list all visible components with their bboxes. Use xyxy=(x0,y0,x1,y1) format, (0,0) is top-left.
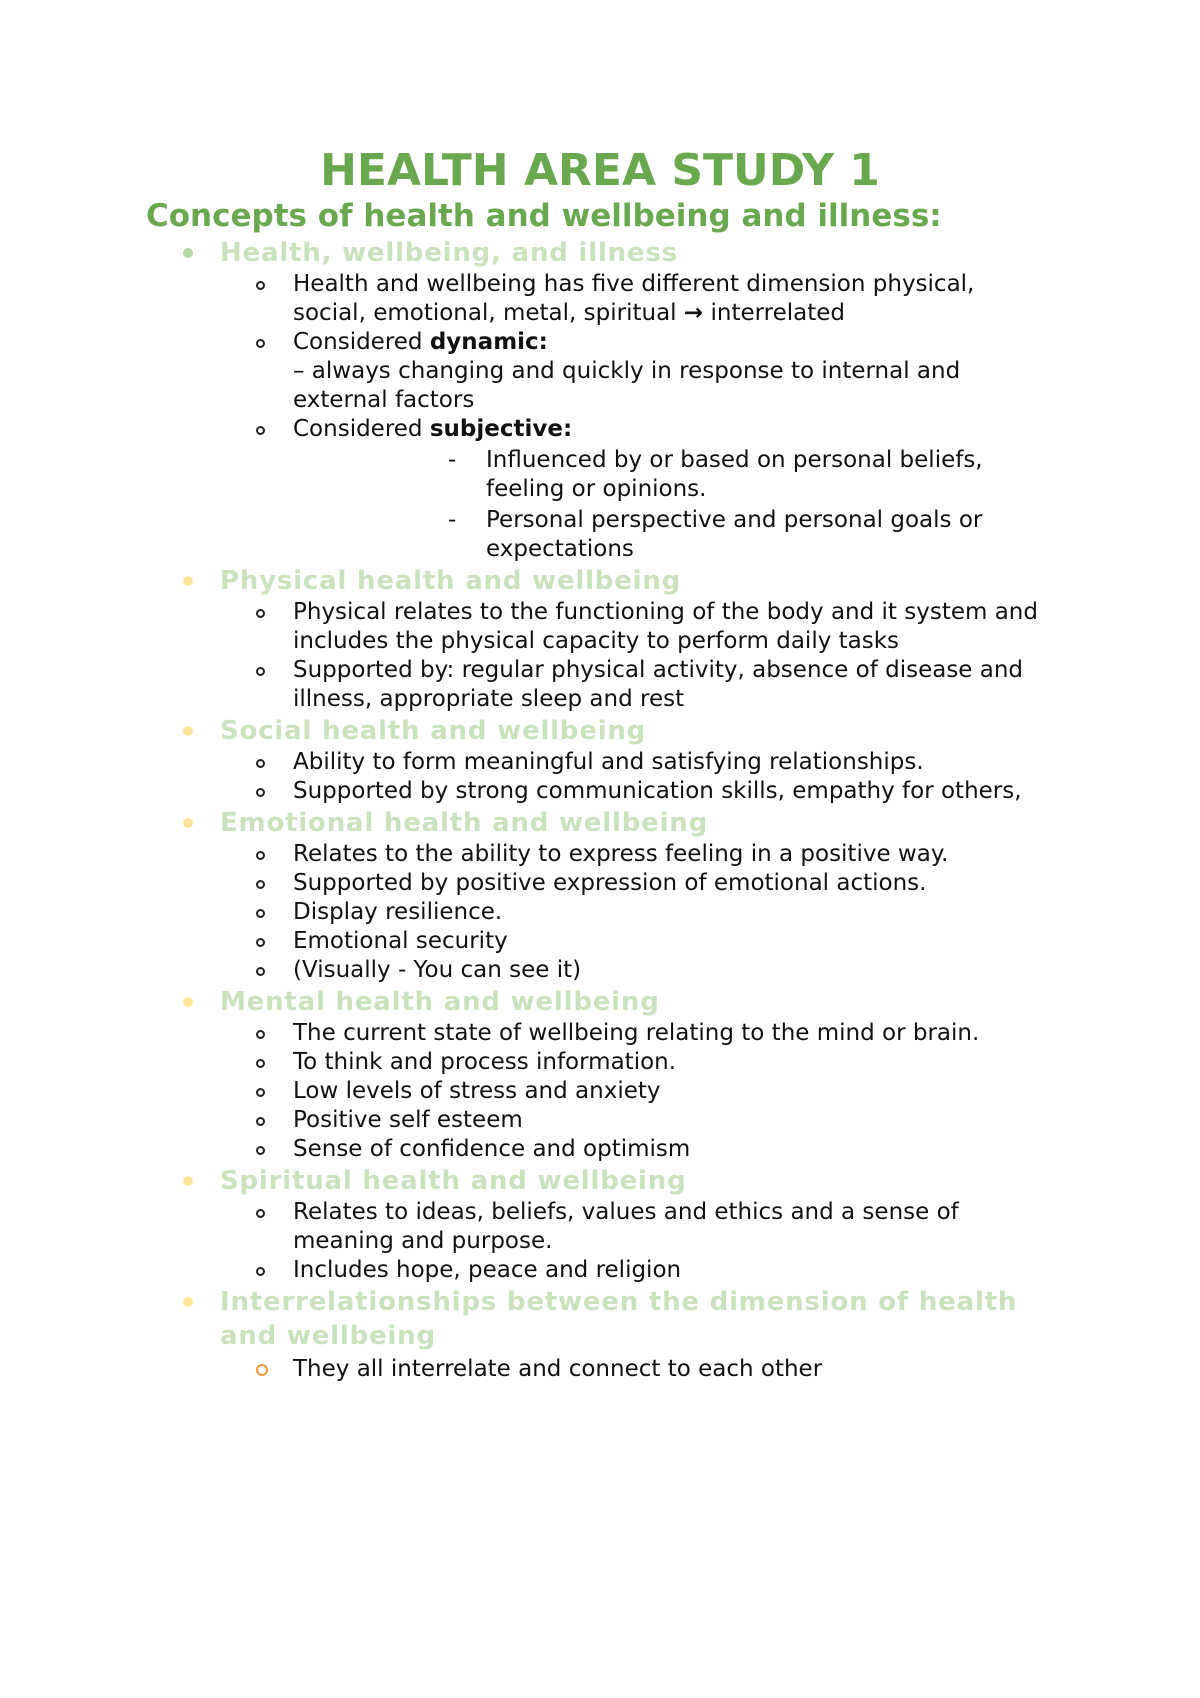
item-text: Positive self esteem xyxy=(293,1107,523,1133)
list-item xyxy=(0,656,1053,714)
circle-bullet-icon xyxy=(256,1146,265,1155)
circle-bullet-icon xyxy=(256,938,265,947)
item-text: Sense of confidence and optimism xyxy=(293,1136,691,1162)
circle-bullet-icon xyxy=(256,1059,265,1068)
document-body xyxy=(0,236,1200,1384)
item-bold-term: subjective: xyxy=(429,416,573,442)
section-heading: Mental health and wellbeing xyxy=(220,987,660,1017)
page-title: HEALTH AREA STUDY 1 xyxy=(320,145,880,196)
list-item xyxy=(0,1355,1053,1384)
item-text: Supported by strong communication skills, empathy for others, xyxy=(293,778,1022,804)
item-text: Considered xyxy=(293,329,430,355)
item-text: Relates to the ability to express feeling in a positive way. xyxy=(293,841,949,867)
yellow-bullet-icon xyxy=(183,576,193,586)
sub-item-text: Influenced by or based on personal beliefs, feeling or opinions. xyxy=(486,447,983,502)
item-text: Relates to ideas, beliefs, values and ethics and a sense of meaning and purpose. xyxy=(293,1199,959,1254)
section-heading: Emotional health and wellbeing xyxy=(220,808,709,838)
section-heading: Health, wellbeing, and illness xyxy=(220,238,678,268)
orange-circle-bullet-icon xyxy=(256,1364,268,1376)
circle-bullet-icon xyxy=(256,1267,265,1276)
circle-bullet-icon xyxy=(256,426,265,435)
circle-bullet-icon xyxy=(256,1209,265,1218)
section-mental xyxy=(0,985,1200,1164)
item-text: Low levels of stress and anxiety xyxy=(293,1078,661,1104)
circle-bullet-icon xyxy=(256,281,265,290)
section-emotional xyxy=(0,806,1200,985)
list-item xyxy=(0,898,1053,927)
section-heading: Physical health and wellbeing xyxy=(220,566,682,596)
list-item xyxy=(0,1019,1053,1048)
item-text: Physical relates to the functioning of the body and it system and includes the physical capacity to perform daily tasks xyxy=(293,599,1038,654)
document-subtitle: Concepts of health and wellbeing and illness: xyxy=(146,198,942,234)
circle-bullet-icon xyxy=(256,609,265,618)
item-bold-term: dynamic: xyxy=(429,329,548,355)
green-bullet-icon xyxy=(183,248,193,258)
arrow-icon: → xyxy=(683,300,704,326)
item-text: Health and wellbeing has five different dimension physical, social, emotional, metal, spiritual xyxy=(293,271,975,326)
yellow-bullet-icon xyxy=(183,997,193,1007)
list-item xyxy=(0,1077,1053,1106)
section-spiritual xyxy=(0,1164,1200,1285)
item-text: Includes hope, peace and religion xyxy=(293,1257,682,1283)
list-item xyxy=(0,869,1053,898)
section-heading-wrapper xyxy=(0,806,1060,840)
list-item xyxy=(0,777,1053,806)
circle-bullet-icon xyxy=(256,1030,265,1039)
section-heading-wrapper xyxy=(0,564,1060,598)
circle-bullet-icon xyxy=(256,759,265,768)
yellow-bullet-icon xyxy=(183,1176,193,1186)
circle-bullet-icon xyxy=(256,788,265,797)
section-heading-wrapper xyxy=(0,714,1060,748)
list-item xyxy=(0,598,1053,656)
item-text: (Visually - You can see it) xyxy=(293,957,582,983)
list-item xyxy=(0,328,1053,415)
section-heading-wrapper xyxy=(0,985,1060,1019)
item-text: The current state of wellbeing relating to the mind or brain. xyxy=(293,1020,980,1046)
section-heading-wrapper xyxy=(0,1164,1060,1198)
item-text-end: interrelated xyxy=(710,300,846,326)
list-item xyxy=(0,748,1053,777)
list-item xyxy=(0,1135,1053,1164)
section-heading-wrapper xyxy=(0,236,1060,270)
circle-bullet-icon xyxy=(256,851,265,860)
section-physical xyxy=(0,564,1200,714)
yellow-bullet-icon xyxy=(183,726,193,736)
circle-bullet-icon xyxy=(256,967,265,976)
circle-bullet-icon xyxy=(256,667,265,676)
dash-bullet-icon: - xyxy=(448,507,457,533)
list-item xyxy=(0,1198,1053,1256)
item-text: Supported by: regular physical activity, absence of disease and illness, appropriate sleep and rest xyxy=(293,657,1024,712)
circle-bullet-icon xyxy=(256,1088,265,1097)
item-detail: – always changing and quickly in response to internal and external factors xyxy=(293,358,961,413)
section-heading: Interrelationships between the dimension of health and wellbeing xyxy=(220,1287,1018,1351)
section-heading: Spiritual health and wellbeing xyxy=(220,1166,687,1196)
section-interrelationships xyxy=(0,1285,1200,1384)
yellow-bullet-icon xyxy=(183,1297,193,1307)
sub-item-text: Personal perspective and personal goals or expectations xyxy=(486,507,983,562)
list-item xyxy=(0,956,1053,985)
item-text: Considered xyxy=(293,416,430,442)
list-item xyxy=(0,415,1053,444)
yellow-bullet-icon xyxy=(183,818,193,828)
item-text: Ability to form meaningful and satisfying relationships. xyxy=(293,749,924,775)
circle-bullet-icon xyxy=(256,339,265,348)
circle-bullet-icon xyxy=(256,880,265,889)
circle-bullet-icon xyxy=(256,909,265,918)
section-social xyxy=(0,714,1200,806)
dash-bullet-icon: - xyxy=(448,447,457,473)
sub-list-item xyxy=(0,506,1046,564)
item-text: Display resilience. xyxy=(293,899,503,925)
list-item xyxy=(0,927,1053,956)
section-heading-wrapper xyxy=(0,1285,1060,1353)
sub-list-item xyxy=(0,446,1046,504)
item-text: Supported by positive expression of emotional actions. xyxy=(293,870,927,896)
list-item xyxy=(0,1106,1053,1135)
list-item xyxy=(0,1256,1053,1285)
section-health-wellbeing-illness xyxy=(0,236,1200,564)
item-text: Emotional security xyxy=(293,928,508,954)
list-item xyxy=(0,270,1053,328)
item-text: To think and process information. xyxy=(293,1049,677,1075)
section-heading: Social health and wellbeing xyxy=(220,716,647,746)
list-item xyxy=(0,1048,1053,1077)
circle-bullet-icon xyxy=(256,1117,265,1126)
list-item xyxy=(0,840,1053,869)
item-text: They all interrelate and connect to each other xyxy=(293,1356,823,1382)
